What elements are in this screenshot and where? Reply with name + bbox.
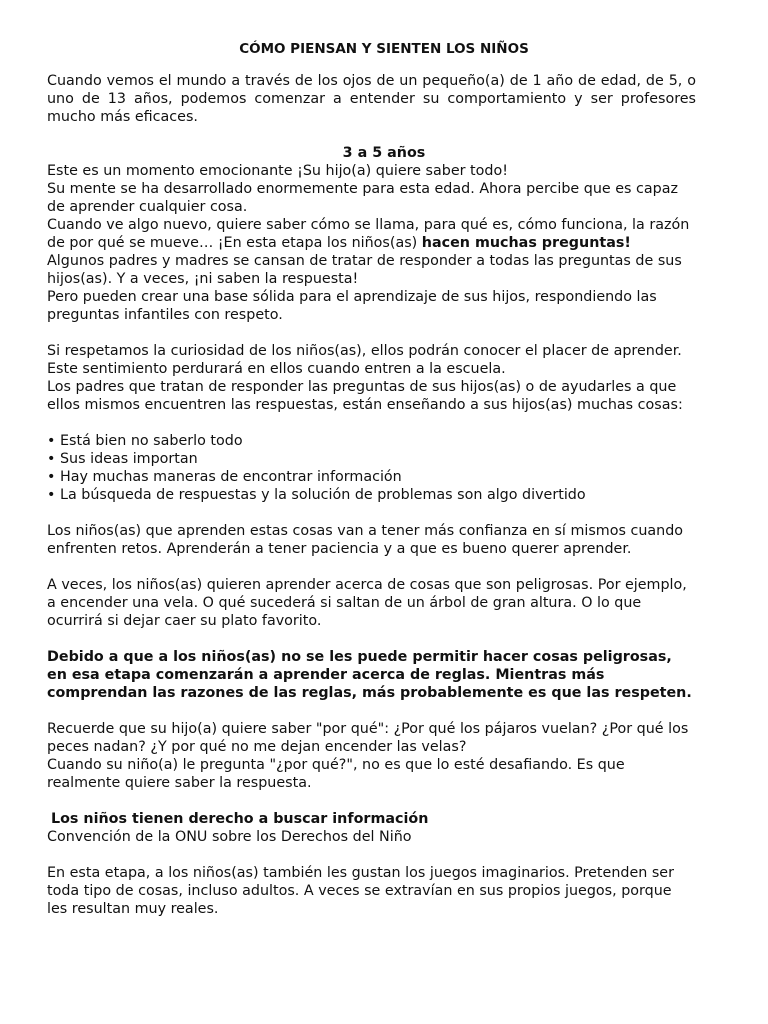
list-item: • Está bien no saberlo todo	[47, 432, 696, 450]
paragraph-3-text: Cuando ve algo nuevo, quiere saber cómo se llama, para qué es, cómo funciona, la razón de por qué se mueve… ¡En esta etapa los niños(as)	[47, 217, 690, 251]
list-item: • Sus ideas importan	[47, 450, 696, 468]
paragraph-8: Los niños(as) que aprenden estas cosas van a tener más confianza en sí mismos cuando enfrenten retos. Aprenderán a tener paciencia y a que es bueno querer aprender.	[47, 523, 684, 557]
bullet-list	[47, 432, 696, 504]
paragraph-1: Este es un momento emocionante ¡Su hijo(a) quiere saber todo!	[47, 163, 508, 179]
list-item: • Hay muchas maneras de encontrar información	[47, 468, 696, 486]
rules-statement: Debido a que a los niños(as) no se les puede permitir hacer cosas peligrosas, en esa etapa comenzarán a aprender acerca de reglas. Mientras más comprendan las razones de las reglas, más probablemente es que las respeten.	[47, 649, 692, 701]
paragraph-5: Pero pueden crear una base sólida para el aprendizaje de sus hijos, respondiendo las preguntas infantiles con respeto.	[47, 289, 657, 323]
paragraph-3	[47, 216, 696, 252]
paragraph-13: En esta etapa, a los niños(as) también les gustan los juegos imaginarios. Pretenden ser toda tipo de cosas, incluso adultos. A veces se extravían en sus propios juegos, porque les resultan muy reales.	[47, 865, 674, 917]
rights-title: Los niños tienen derecho a buscar información	[51, 811, 429, 827]
rights-source: Convención de la ONU sobre los Derechos del Niño	[47, 829, 412, 845]
paragraph-7: Los padres que tratan de responder las preguntas de sus hijos(as) o de ayudarles a que ellos mismos encuentren las respuestas, están enseñando a sus hijos(as) muchas cosas:	[47, 379, 683, 413]
intro-paragraph: Cuando vemos el mundo a través de los ojos de un pequeño(a) de 1 año de edad, de 5, o uno de 13 años, podemos comenzar a entender su comportamiento y ser profesores mucho más eficaces.	[47, 73, 696, 125]
paragraph-11: Recuerde que su hijo(a) quiere saber "por qué": ¿Por qué los pájaros vuelan? ¿Por qué los peces nadan? ¿Y por qué no me dejan encender las velas?	[47, 721, 689, 755]
paragraph-3-bold: hacen muchas preguntas!	[421, 235, 631, 251]
list-item: • La búsqueda de respuestas y la solución de problemas son algo divertido	[47, 486, 696, 504]
paragraph-4: Algunos padres y madres se cansan de tratar de responder a todas las preguntas de sus hijos(as). Y a veces, ¡ni saben la respuesta!	[47, 253, 682, 287]
paragraph-12: Cuando su niño(a) le pregunta "¿por qué?", no es que lo esté desafiando. Es que realmente quiere saber la respuesta.	[47, 757, 625, 791]
paragraph-2: Su mente se ha desarrollado enormemente para esta edad. Ahora percibe que es capaz de aprender cualquier cosa.	[47, 181, 678, 215]
paragraph-9: A veces, los niños(as) quieren aprender acerca de cosas que son peligrosas. Por ejemplo, a encender una vela. O qué sucederá si saltan de un árbol de gran altura. O lo que ocurrirá si dejar caer su plato favorito.	[47, 577, 687, 629]
paragraph-6: Si respetamos la curiosidad de los niños(as), ellos podrán conocer el placer de aprender. Este sentimiento perdurará en ellos cuando entren a la escuela.	[47, 343, 682, 377]
paragraph-10-bold	[47, 648, 696, 702]
document-title: CÓMO PIENSAN Y SIENTEN LOS NIÑOS	[239, 41, 529, 57]
section-heading: 3 a 5 años	[342, 145, 426, 161]
